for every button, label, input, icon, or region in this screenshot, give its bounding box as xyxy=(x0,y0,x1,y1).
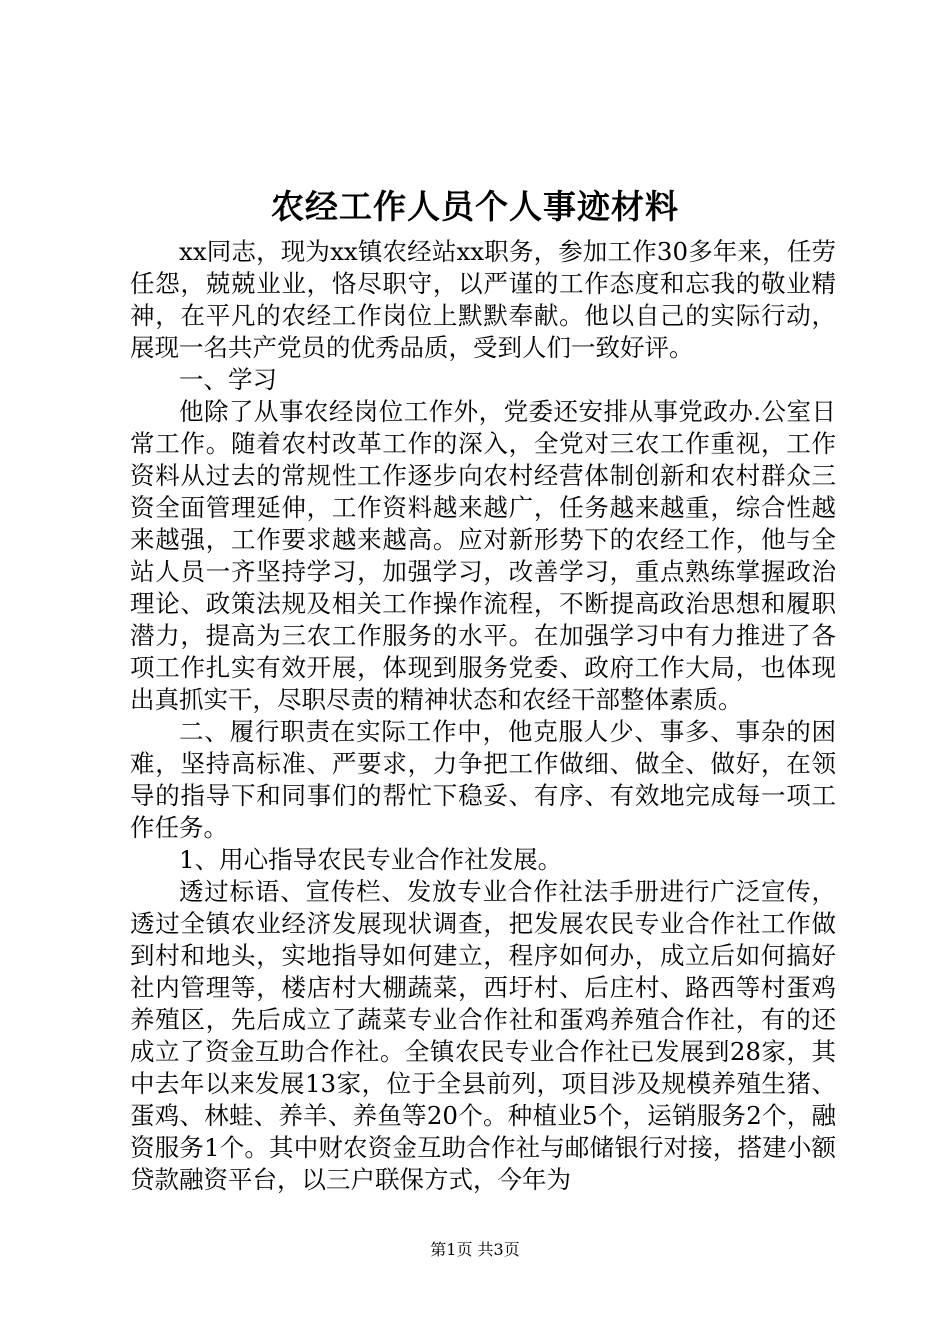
intro-paragraph: xx同志，现为xx镇农经站xx职务，参加工作30多年来，任劳任怨，兢兢业业，恪尽职守，以严谨的工作态度和忘我的敬业精神，在平凡的农经工作岗位上默默奉献。他以自己的实际行动，展现一名共产党员的优秀品质，受到人们一致好评。 xyxy=(130,237,836,362)
page-footer: 第1页 共3页 xyxy=(430,1240,520,1259)
document-body xyxy=(130,236,836,1196)
cooperatives-paragraph: 透过标语、宣传栏、发放专业合作社法手册进行广泛宣传，透过全镇农业经济发展现状调查，把发展农民专业合作社工作做到村和地头，实地指导如何建立，程序如何办，成立后如何搞好社内管理等，楼店村大棚蔬菜，西圩村、后庄村、路西等村蛋鸡养殖区，先后成立了蔬菜专业合作社和蛋鸡养殖合作社，有的还成立了资金互助合作社。全镇农民专业合作社已发展到28家，其中去年以来发展13家，位于全县前列，项目涉及规模养殖生猪、蛋鸡、林蛙、养羊、养鱼等20个。种植业5个，运销服务2个，融资服务1个。其中财农资金互助合作社与邮储银行对接，搭建小额贷款融资平台，以三户联保方式，今年为 xyxy=(130,877,836,1194)
subsection-heading-cooperatives: 1、用心指导农民专业合作社发展。 xyxy=(179,845,563,874)
study-paragraph: 他除了从事农经岗位工作外，党委还安排从事党政办.公室日常工作。随着农村改革工作的深入，全党对三农工作重视，工作资料从过去的常规性工作逐步向农村经营体制创新和农村群众三资全面管理延伸，工作资料越来越广，任务越来越重，综合性越来越强，工作要求越来越高。应对新形势下的农经工作，他与全站人员一齐坚持学习，加强学习，改善学习，重点熟练掌握政治理论、政策法规及相关工作操作流程，不断提高政治思想和履职潜力，提高为三农工作服务的水平。在加强学习中有力推进了各项工作扎实有效开展，体现到服务党委、政府工作大局，也体现出真抓实干，尽职尽责的精神状态和农经干部整体素质。 xyxy=(130,397,836,714)
duties-paragraph: 二、履行职责在实际工作中，他克服人少、事多、事杂的困难，坚持高标准、严要求，力争把工作做细、做全、做好，在领导的指导下和同事们的帮忙下稳妥、有序、有效地完成每一项工作任务。 xyxy=(130,717,836,842)
document-title: 农经工作人员个人事迹材料 xyxy=(271,187,679,226)
section-heading-study: 一、学习 xyxy=(179,365,277,394)
